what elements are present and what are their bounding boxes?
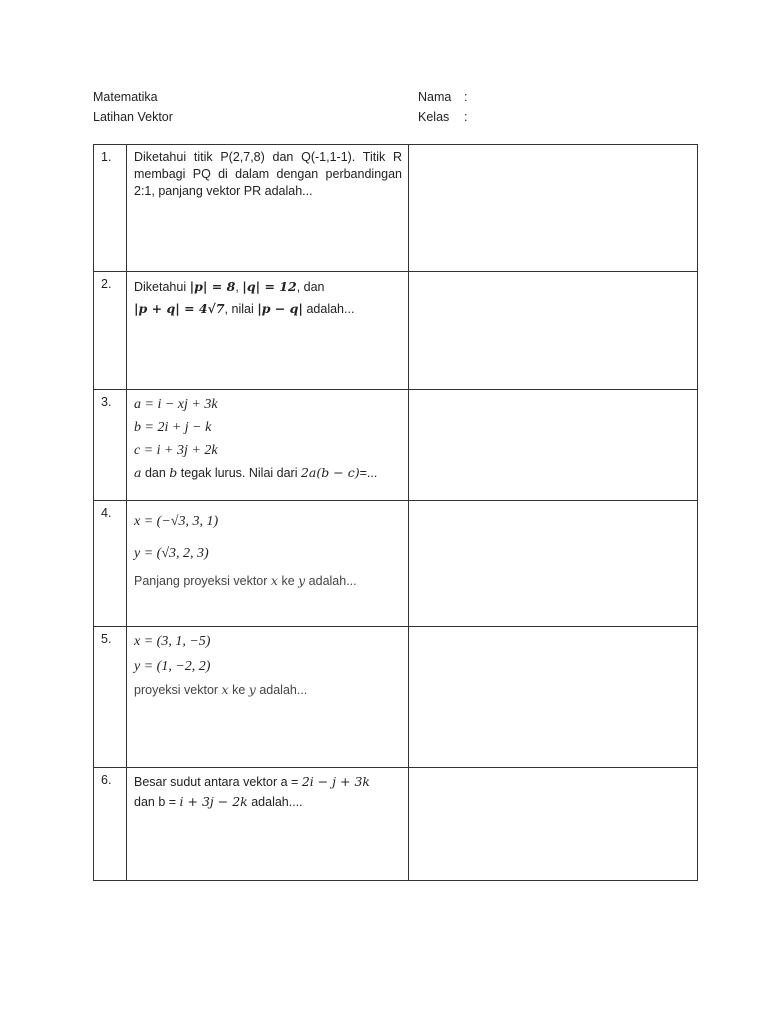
q6-line-1: [134, 772, 402, 792]
question-text: Diketahui titik P(2,7,8) dan Q(-1,1-1). Titik R membagi PQ di dalam dengan perbandingan 2:1, panjang vektor PR adalah...: [134, 150, 402, 198]
q3-end: =...: [359, 466, 378, 480]
q2-p-magnitude: |p| = 8: [189, 279, 236, 294]
answer-cell[interactable]: [409, 390, 698, 501]
q2-diff-magnitude: |p − q|: [257, 301, 303, 316]
question-number-cell: [94, 627, 127, 768]
answer-cell[interactable]: [409, 501, 698, 627]
question-text: [127, 627, 408, 701]
question-number-cell: [94, 768, 127, 881]
q2-tail: adalah...: [306, 302, 355, 316]
q4-prompt-pre: Panjang proyeksi vektor: [134, 574, 268, 588]
question-number-cell: [94, 145, 127, 272]
table-row: [94, 272, 698, 390]
question-text: Diketahui |p| = 8, |q| = 12, dan |p + q| = 4√7, nilai |p − q| adalah...: [134, 279, 355, 316]
question-cell: [127, 390, 409, 501]
q5-vector-x: x: [221, 682, 229, 697]
q4-vector-y: y: [298, 573, 306, 588]
q2-dan: , dan: [296, 280, 325, 294]
question-number: 2.: [101, 277, 112, 291]
name-label: Nama: [418, 90, 452, 104]
q4-ke: ke: [281, 574, 295, 588]
q6-vector-a-expression: 2i − j + 3k: [301, 774, 371, 789]
header-right: [418, 87, 467, 127]
question-cell: [127, 768, 409, 881]
table-row: [94, 627, 698, 768]
q6-line1-pre: Besar sudut antara vektor a =: [134, 775, 302, 789]
question-number-cell: [94, 390, 127, 501]
q2-nilai: , nilai: [224, 302, 254, 316]
question-text: [127, 768, 408, 812]
vector-c-definition: c = i + 3j + 2k: [134, 443, 218, 458]
q3-expression: 2a(b − c): [300, 465, 360, 480]
topic-label: Latihan Vektor: [93, 110, 173, 124]
q3-vector-b: b: [169, 465, 178, 480]
answer-cell[interactable]: [409, 272, 698, 390]
table-row: [94, 501, 698, 627]
vector-y-definition: y = (√3, 2, 3): [134, 546, 209, 561]
q5-prompt-pre: proyeksi vektor: [134, 683, 219, 697]
question-number: 5.: [101, 632, 112, 646]
question-number: 6.: [101, 773, 112, 787]
q4-end: adalah...: [308, 574, 357, 588]
question-number: 1.: [101, 150, 112, 164]
q6-vector-b-expression: i + 3j − 2k: [179, 794, 248, 809]
table-row: [94, 145, 698, 272]
name-row: [418, 87, 467, 107]
q5-ke: ke: [232, 683, 246, 697]
question-cell: [127, 501, 409, 627]
question-text: [127, 501, 408, 592]
question-number-cell: [94, 501, 127, 627]
name-colon: :: [464, 90, 468, 104]
q3-tegak: tegak lurus. Nilai dari: [180, 466, 298, 480]
class-colon: :: [464, 110, 468, 124]
subject-label: Matematika: [93, 90, 158, 104]
q3-vector-a: a: [134, 465, 142, 480]
q6-end: adalah....: [251, 795, 303, 809]
q4-prompt: [134, 570, 402, 592]
answer-cell[interactable]: [409, 627, 698, 768]
vector-a-definition: a = i − xj + 3k: [134, 397, 218, 412]
q2-q-magnitude: |q| = 12: [242, 279, 297, 294]
q2-sum-magnitude: |p + q| = 4√7: [134, 301, 225, 316]
q6-line-2: [134, 792, 402, 812]
q6-line2-pre: dan b =: [134, 795, 180, 809]
question-cell: [127, 145, 409, 272]
answer-cell[interactable]: [409, 145, 698, 272]
header-left: [93, 87, 173, 127]
q5-end: adalah...: [259, 683, 308, 697]
class-label: Kelas: [418, 110, 450, 124]
q5-prompt: [134, 679, 402, 701]
q4-vector-x: x: [270, 573, 278, 588]
q3-prompt: [134, 462, 402, 484]
question-cell: [127, 627, 409, 768]
question-text: [127, 390, 408, 484]
vector-x-definition: x = (3, 1, −5): [134, 634, 211, 649]
question-number-cell: [94, 272, 127, 390]
vector-x-definition: x = (−√3, 3, 1): [134, 514, 219, 529]
question-number: 3.: [101, 395, 112, 409]
question-table: [93, 144, 698, 881]
table-row: [94, 768, 698, 881]
q5-vector-y: y: [248, 682, 256, 697]
answer-cell[interactable]: [409, 768, 698, 881]
question-number: 4.: [101, 506, 112, 520]
vector-b-definition: b = 2i + j − k: [134, 420, 212, 435]
class-row: [418, 107, 467, 127]
table-row: [94, 390, 698, 501]
question-cell: [127, 272, 409, 390]
q3-dan: dan: [144, 466, 166, 480]
vector-y-definition: y = (1, −2, 2): [134, 659, 211, 674]
q2-intro: Diketahui: [134, 280, 187, 294]
